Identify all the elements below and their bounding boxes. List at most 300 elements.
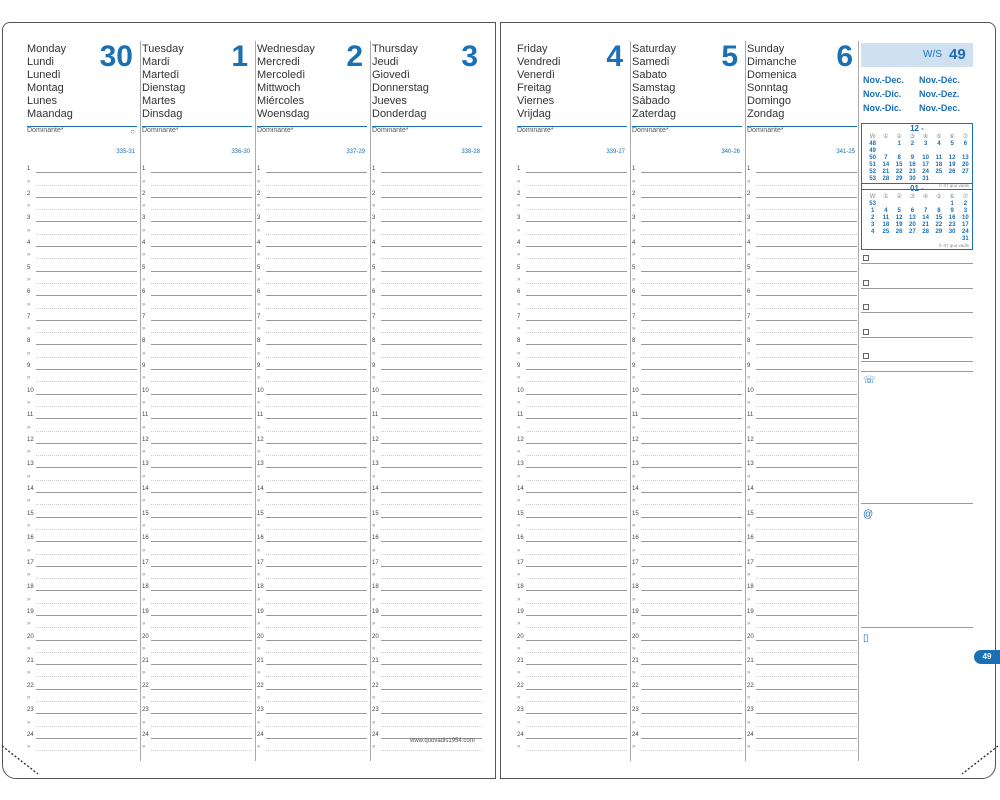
date-cell[interactable]: 21 (922, 222, 929, 228)
date-cell[interactable]: 4 (884, 208, 888, 214)
half-hour-row[interactable] (517, 198, 627, 210)
half-hour-row[interactable] (632, 665, 742, 677)
hour-row[interactable] (747, 432, 857, 444)
date-cell[interactable] (919, 201, 932, 208)
hour-row[interactable] (257, 358, 367, 370)
half-hour-row[interactable] (747, 395, 857, 407)
half-hour-row[interactable] (257, 690, 367, 702)
half-hour-row[interactable] (747, 493, 857, 505)
half-hour-row[interactable] (372, 222, 482, 234)
hour-row[interactable] (142, 628, 252, 640)
half-hour-row[interactable] (142, 641, 252, 653)
hour-row[interactable] (517, 653, 627, 665)
half-hour-row[interactable] (372, 173, 482, 185)
half-hour-row[interactable] (257, 518, 367, 530)
half-hour-row[interactable] (517, 714, 627, 726)
hour-row[interactable] (27, 161, 137, 173)
date-cell[interactable] (893, 148, 906, 155)
half-hour-row[interactable] (372, 493, 482, 505)
hour-row[interactable] (632, 309, 742, 321)
hour-row[interactable] (257, 530, 367, 542)
half-hour-row[interactable] (632, 690, 742, 702)
date-cell[interactable]: 10 (922, 155, 929, 161)
half-hour-row[interactable] (632, 370, 742, 382)
hour-row[interactable] (27, 407, 137, 419)
hour-row[interactable] (632, 210, 742, 222)
hour-row[interactable] (142, 555, 252, 567)
hour-row[interactable] (142, 702, 252, 714)
half-hour-row[interactable] (27, 173, 137, 185)
hour-row[interactable] (27, 432, 137, 444)
date-cell[interactable]: 28 (882, 176, 890, 182)
hour-row[interactable] (517, 505, 627, 517)
half-hour-row[interactable] (257, 321, 367, 333)
half-hour-row[interactable] (632, 518, 742, 530)
hour-row[interactable] (632, 284, 742, 296)
half-hour-row[interactable] (747, 370, 857, 382)
hour-row[interactable] (27, 333, 137, 345)
hour-row[interactable] (632, 358, 742, 370)
date-cell[interactable]: 20 (909, 222, 916, 228)
date-cell[interactable]: 14 (882, 162, 890, 168)
half-hour-row[interactable] (517, 493, 627, 505)
date-cell[interactable]: 10 (962, 215, 969, 221)
date-cell[interactable]: 19 (948, 162, 956, 168)
date-cell[interactable]: 26 (948, 169, 956, 175)
hour-row[interactable] (257, 333, 367, 345)
dominante-label[interactable]: Dominante* (27, 127, 64, 134)
half-hour-row[interactable] (27, 714, 137, 726)
hour-row[interactable] (27, 628, 137, 640)
half-hour-row[interactable] (257, 198, 367, 210)
half-hour-row[interactable] (747, 198, 857, 210)
half-hour-row[interactable] (27, 468, 137, 480)
half-hour-row[interactable] (142, 272, 252, 284)
date-cell[interactable] (932, 176, 945, 183)
hour-row[interactable] (747, 333, 857, 345)
hour-row[interactable] (27, 309, 137, 321)
half-hour-row[interactable] (517, 321, 627, 333)
hour-row[interactable] (257, 284, 367, 296)
hour-row[interactable] (142, 358, 252, 370)
hour-row[interactable] (632, 727, 742, 739)
half-hour-row[interactable] (257, 173, 367, 185)
half-hour-row[interactable] (632, 321, 742, 333)
half-hour-row[interactable] (747, 345, 857, 357)
half-hour-row[interactable] (142, 419, 252, 431)
date-cell[interactable]: 22 (935, 222, 943, 228)
half-hour-row[interactable] (257, 444, 367, 456)
date-cell[interactable]: 30 (948, 229, 956, 235)
hour-row[interactable] (257, 210, 367, 222)
hour-row[interactable] (632, 407, 742, 419)
hour-row[interactable] (142, 161, 252, 173)
dominante-label[interactable]: Dominante* (257, 127, 294, 134)
half-hour-row[interactable] (142, 616, 252, 628)
hour-row[interactable] (747, 579, 857, 591)
date-cell[interactable] (879, 148, 892, 155)
hour-row[interactable] (142, 309, 252, 321)
half-hour-row[interactable] (747, 616, 857, 628)
hour-row[interactable] (747, 555, 857, 567)
hour-row[interactable] (142, 382, 252, 394)
hour-row[interactable] (517, 604, 627, 616)
dominante-label[interactable]: Dominante* (372, 127, 409, 134)
date-cell[interactable]: 3 (923, 141, 928, 147)
hour-row[interactable] (142, 432, 252, 444)
hour-row[interactable] (632, 604, 742, 616)
half-hour-row[interactable] (747, 321, 857, 333)
half-hour-row[interactable] (372, 714, 482, 726)
hour-row[interactable] (517, 161, 627, 173)
hour-row[interactable] (372, 259, 482, 271)
half-hour-row[interactable] (27, 567, 137, 579)
hour-row[interactable] (257, 186, 367, 198)
hour-row[interactable] (747, 505, 857, 517)
half-hour-row[interactable] (632, 272, 742, 284)
date-cell[interactable]: 29 (935, 229, 943, 235)
hour-row[interactable] (372, 702, 482, 714)
half-hour-row[interactable] (257, 542, 367, 554)
hour-row[interactable] (142, 653, 252, 665)
date-cell[interactable] (946, 236, 959, 243)
hour-row[interactable] (257, 727, 367, 739)
hour-row[interactable] (747, 407, 857, 419)
hour-row[interactable] (372, 604, 482, 616)
hour-row[interactable] (27, 702, 137, 714)
hour-row[interactable] (372, 284, 482, 296)
date-cell[interactable]: 7 (884, 155, 888, 161)
hour-row[interactable] (27, 604, 137, 616)
hour-row[interactable] (517, 407, 627, 419)
hour-row[interactable] (372, 653, 482, 665)
hour-row[interactable] (142, 284, 252, 296)
hour-row[interactable] (517, 235, 627, 247)
date-cell[interactable] (946, 176, 959, 183)
hour-row[interactable] (372, 407, 482, 419)
half-hour-row[interactable] (257, 493, 367, 505)
hour-row[interactable] (142, 481, 252, 493)
half-hour-row[interactable] (142, 690, 252, 702)
hour-row[interactable] (632, 259, 742, 271)
hour-row[interactable] (517, 530, 627, 542)
hour-row[interactable] (27, 727, 137, 739)
date-cell[interactable] (932, 148, 945, 155)
half-hour-row[interactable] (372, 345, 482, 357)
hour-row[interactable] (27, 456, 137, 468)
half-hour-row[interactable] (27, 272, 137, 284)
hour-row[interactable] (632, 333, 742, 345)
half-hour-row[interactable] (747, 468, 857, 480)
hour-row[interactable] (372, 161, 482, 173)
half-hour-row[interactable] (27, 222, 137, 234)
hour-row[interactable] (747, 604, 857, 616)
hour-row[interactable] (257, 604, 367, 616)
hour-row[interactable] (747, 628, 857, 640)
hour-row[interactable] (517, 284, 627, 296)
date-cell[interactable] (906, 148, 919, 155)
half-hour-row[interactable] (142, 370, 252, 382)
hour-row[interactable] (747, 309, 857, 321)
date-cell[interactable] (879, 236, 892, 243)
date-cell[interactable]: 5 (950, 141, 954, 147)
date-cell[interactable]: 29 (895, 176, 903, 182)
date-cell[interactable]: 9 (950, 208, 954, 214)
hour-row[interactable] (372, 505, 482, 517)
date-cell[interactable]: 2 (963, 201, 968, 207)
hour-row[interactable] (257, 555, 367, 567)
hour-row[interactable] (27, 259, 137, 271)
half-hour-row[interactable] (142, 567, 252, 579)
half-hour-row[interactable] (517, 222, 627, 234)
hour-row[interactable] (372, 333, 482, 345)
half-hour-row[interactable] (27, 198, 137, 210)
hour-row[interactable] (257, 309, 367, 321)
half-hour-row[interactable] (747, 665, 857, 677)
hour-row[interactable] (372, 481, 482, 493)
half-hour-row[interactable] (517, 542, 627, 554)
half-hour-row[interactable] (632, 493, 742, 505)
half-hour-row[interactable] (27, 395, 137, 407)
hour-row[interactable] (372, 358, 482, 370)
date-cell[interactable]: 31 (962, 236, 969, 242)
half-hour-row[interactable] (632, 468, 742, 480)
half-hour-row[interactable] (142, 296, 252, 308)
half-hour-row[interactable] (372, 321, 482, 333)
half-hour-row[interactable] (27, 690, 137, 702)
half-hour-row[interactable] (257, 345, 367, 357)
hour-row[interactable] (632, 235, 742, 247)
hour-row[interactable] (632, 505, 742, 517)
hour-row[interactable] (747, 235, 857, 247)
hour-row[interactable] (632, 161, 742, 173)
date-cell[interactable]: 16 (948, 215, 956, 221)
half-hour-row[interactable] (372, 272, 482, 284)
half-hour-row[interactable] (747, 714, 857, 726)
half-hour-row[interactable] (632, 567, 742, 579)
half-hour-row[interactable] (257, 739, 367, 751)
half-hour-row[interactable] (142, 321, 252, 333)
date-cell[interactable]: 27 (909, 229, 916, 235)
hour-row[interactable] (517, 309, 627, 321)
half-hour-row[interactable] (517, 173, 627, 185)
half-hour-row[interactable] (747, 444, 857, 456)
half-hour-row[interactable] (632, 714, 742, 726)
half-hour-row[interactable] (27, 542, 137, 554)
half-hour-row[interactable] (257, 419, 367, 431)
half-hour-row[interactable] (27, 345, 137, 357)
hour-row[interactable] (632, 186, 742, 198)
date-cell[interactable]: 17 (962, 222, 969, 228)
hour-row[interactable] (632, 653, 742, 665)
half-hour-row[interactable] (517, 272, 627, 284)
hour-row[interactable] (517, 432, 627, 444)
half-hour-row[interactable] (257, 222, 367, 234)
date-cell[interactable]: 23 (909, 169, 916, 175)
checkbox-icon[interactable] (863, 304, 869, 310)
hour-row[interactable] (747, 382, 857, 394)
hour-row[interactable] (372, 677, 482, 689)
hour-row[interactable] (747, 677, 857, 689)
date-cell[interactable] (946, 148, 959, 155)
hour-row[interactable] (257, 456, 367, 468)
date-cell[interactable]: 8 (897, 155, 901, 161)
half-hour-row[interactable] (372, 395, 482, 407)
checkbox-icon[interactable] (863, 280, 869, 286)
half-hour-row[interactable] (517, 247, 627, 259)
half-hour-row[interactable] (257, 247, 367, 259)
hour-row[interactable] (517, 456, 627, 468)
hour-row[interactable] (517, 702, 627, 714)
date-cell[interactable]: 7 (923, 208, 928, 214)
hour-row[interactable] (517, 210, 627, 222)
half-hour-row[interactable] (747, 272, 857, 284)
half-hour-row[interactable] (257, 468, 367, 480)
half-hour-row[interactable] (257, 591, 367, 603)
date-cell[interactable] (959, 148, 972, 155)
hour-row[interactable] (747, 161, 857, 173)
half-hour-row[interactable] (257, 395, 367, 407)
hour-row[interactable] (372, 186, 482, 198)
half-hour-row[interactable] (517, 690, 627, 702)
hour-row[interactable] (372, 628, 482, 640)
half-hour-row[interactable] (142, 493, 252, 505)
date-cell[interactable]: 6 (910, 208, 915, 214)
half-hour-row[interactable] (747, 567, 857, 579)
half-hour-row[interactable] (142, 714, 252, 726)
hour-row[interactable] (632, 579, 742, 591)
half-hour-row[interactable] (517, 641, 627, 653)
half-hour-row[interactable] (142, 518, 252, 530)
hour-row[interactable] (142, 530, 252, 542)
hour-row[interactable] (517, 727, 627, 739)
half-hour-row[interactable] (747, 542, 857, 554)
date-cell[interactable]: 15 (895, 162, 903, 168)
hour-row[interactable] (372, 555, 482, 567)
hour-row[interactable] (517, 628, 627, 640)
date-cell[interactable]: 1 (897, 141, 901, 147)
hour-row[interactable] (747, 358, 857, 370)
hour-row[interactable] (142, 235, 252, 247)
half-hour-row[interactable] (372, 567, 482, 579)
hour-row[interactable] (257, 677, 367, 689)
hour-row[interactable] (632, 481, 742, 493)
half-hour-row[interactable] (372, 518, 482, 530)
hour-row[interactable] (142, 505, 252, 517)
hour-row[interactable] (517, 186, 627, 198)
date-cell[interactable] (932, 236, 945, 243)
half-hour-row[interactable] (142, 173, 252, 185)
date-cell[interactable]: 12 (895, 215, 903, 221)
half-hour-row[interactable] (142, 222, 252, 234)
half-hour-row[interactable] (632, 739, 742, 751)
half-hour-row[interactable] (372, 198, 482, 210)
hour-row[interactable] (632, 628, 742, 640)
half-hour-row[interactable] (27, 518, 137, 530)
date-cell[interactable] (959, 176, 972, 183)
hour-row[interactable] (372, 210, 482, 222)
date-cell[interactable]: 19 (895, 222, 903, 228)
dominante-label[interactable]: Dominante* (142, 127, 179, 134)
date-cell[interactable]: 24 (922, 169, 929, 175)
half-hour-row[interactable] (142, 665, 252, 677)
date-cell[interactable]: 2 (910, 141, 915, 147)
hour-row[interactable] (27, 186, 137, 198)
checkbox-icon[interactable] (863, 329, 869, 335)
half-hour-row[interactable] (257, 272, 367, 284)
hour-row[interactable] (257, 407, 367, 419)
half-hour-row[interactable] (257, 641, 367, 653)
hour-row[interactable] (747, 702, 857, 714)
hour-row[interactable] (372, 456, 482, 468)
hour-row[interactable] (517, 555, 627, 567)
half-hour-row[interactable] (632, 345, 742, 357)
hour-row[interactable] (27, 677, 137, 689)
hour-row[interactable] (517, 481, 627, 493)
date-cell[interactable] (919, 148, 932, 155)
hour-row[interactable] (747, 481, 857, 493)
half-hour-row[interactable] (142, 739, 252, 751)
half-hour-row[interactable] (372, 444, 482, 456)
hour-row[interactable] (632, 432, 742, 444)
hour-row[interactable] (517, 677, 627, 689)
hour-row[interactable] (142, 210, 252, 222)
half-hour-row[interactable] (372, 468, 482, 480)
date-cell[interactable]: 6 (963, 141, 968, 147)
hour-row[interactable] (257, 432, 367, 444)
half-hour-row[interactable] (517, 518, 627, 530)
half-hour-row[interactable] (142, 591, 252, 603)
hour-row[interactable] (632, 555, 742, 567)
hour-row[interactable] (257, 653, 367, 665)
half-hour-row[interactable] (372, 616, 482, 628)
half-hour-row[interactable] (372, 542, 482, 554)
half-hour-row[interactable] (517, 739, 627, 751)
half-hour-row[interactable] (372, 591, 482, 603)
half-hour-row[interactable] (747, 296, 857, 308)
hour-row[interactable] (27, 555, 137, 567)
date-cell[interactable] (932, 201, 945, 208)
hour-row[interactable] (142, 579, 252, 591)
hour-row[interactable] (517, 259, 627, 271)
hour-row[interactable] (27, 579, 137, 591)
half-hour-row[interactable] (257, 370, 367, 382)
date-cell[interactable]: 23 (948, 222, 956, 228)
date-cell[interactable]: 27 (962, 169, 969, 175)
half-hour-row[interactable] (27, 493, 137, 505)
hour-row[interactable] (372, 309, 482, 321)
half-hour-row[interactable] (632, 591, 742, 603)
date-cell[interactable]: 5 (897, 208, 901, 214)
hour-row[interactable] (517, 333, 627, 345)
half-hour-row[interactable] (632, 247, 742, 259)
half-hour-row[interactable] (517, 567, 627, 579)
half-hour-row[interactable] (27, 616, 137, 628)
hour-row[interactable] (747, 259, 857, 271)
hour-row[interactable] (257, 382, 367, 394)
hour-row[interactable] (747, 284, 857, 296)
date-cell[interactable]: 9 (910, 155, 915, 161)
half-hour-row[interactable] (747, 173, 857, 185)
half-hour-row[interactable] (632, 444, 742, 456)
half-hour-row[interactable] (257, 567, 367, 579)
hour-row[interactable] (372, 579, 482, 591)
date-cell[interactable]: 17 (922, 162, 929, 168)
date-cell[interactable]: 20 (962, 162, 969, 168)
hour-row[interactable] (257, 235, 367, 247)
hour-row[interactable] (142, 259, 252, 271)
hour-row[interactable] (372, 382, 482, 394)
